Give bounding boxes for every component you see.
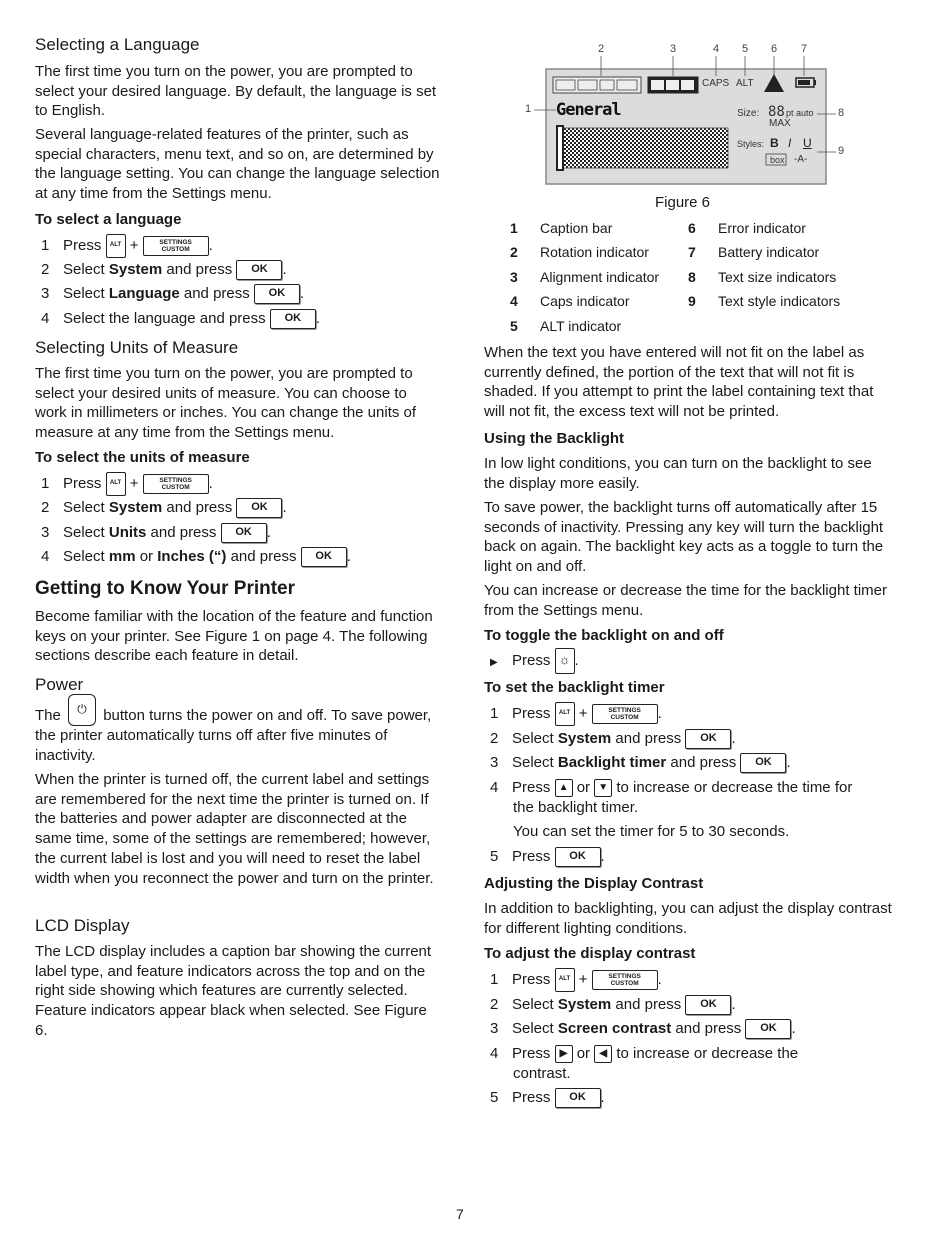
paragraph-contrast: In addition to backlighting, you can adjust the display contrast for different lighting conditions. (484, 900, 892, 937)
heading-selecting-language: Selecting a Language (35, 35, 200, 54)
lcd-caption-bar: General (556, 100, 621, 120)
paragraph-backlight-3: You can increase or decrease the time for the backlight timer from the Settings menu. (484, 582, 887, 619)
lcd-pt-auto: pt auto (786, 108, 814, 118)
heading-getting-to-know: Getting to Know Your Printer (35, 578, 296, 599)
timer-step-2: 2 Select System and press OK . (484, 729, 736, 749)
unit-step-3: 3 Select Units and press OK . (35, 523, 271, 543)
callout-4: 4 (713, 43, 720, 55)
callout-2: 2 (598, 43, 605, 55)
heading-lcd: LCD Display (35, 916, 130, 935)
heading-adjust-contrast: To adjust the display contrast (484, 945, 696, 962)
lang-step-2: 2 Select System and press OK . (35, 260, 287, 280)
ok-key-icon: OK (236, 498, 282, 518)
contrast-step-4-cont: contrast. (513, 1065, 571, 1082)
paragraph-backlight-2: To save power, the backlight turns off automatically after 15 seconds of inactivity. Pressing any key will turn the backlight back on again. The backlight key acts as a toggle to turn the light on and off. (484, 499, 884, 576)
unit-step-4: 4 Select mm or Inches (“) and press OK . (35, 547, 351, 567)
lcd-strike: -A- (794, 154, 808, 165)
lcd-max: MAX (769, 118, 791, 129)
lcd-bold: B (770, 136, 779, 150)
lcd-alt-indicator: ALT (736, 78, 754, 89)
ok-key-icon: OK (685, 995, 731, 1015)
bullet-arrow-icon: ▶ (490, 656, 498, 668)
ok-key-icon: OK (555, 847, 601, 867)
contrast-step-4: 4 Press ▶ or ◀ to increase or decrease the (490, 1045, 799, 1062)
callout-5: 5 (742, 43, 749, 55)
legend-item: 1 Caption bar (510, 220, 613, 236)
legend-item: 3 Alignment indicator (510, 269, 660, 285)
page-number: 7 (456, 1206, 464, 1222)
lcd-caps-indicator: CAPS (702, 78, 730, 89)
ok-key-icon: OK (745, 1019, 791, 1039)
backlight-key-icon: ☼ (555, 648, 575, 674)
ok-key-icon: OK (221, 523, 267, 543)
contrast-step-5: 5 Press OK . (484, 1088, 605, 1108)
callout-9: 9 (838, 145, 845, 157)
contrast-step-2: 2 Select System and press OK . (484, 995, 736, 1015)
heading-set-timer: To set the backlight timer (484, 679, 665, 696)
alt-key-icon: ALT (555, 968, 575, 992)
callout-6: 6 (771, 43, 778, 55)
heading-units: Selecting Units of Measure (35, 338, 239, 357)
timer-step-4-cont: the backlight timer. (513, 799, 639, 816)
settings-custom-key-icon: SETTINGS CUSTOM (592, 704, 658, 724)
ok-key-icon: OK (685, 729, 731, 749)
unit-step-1: 1 Press ALT + SETTINGS CUSTOM . (35, 472, 213, 496)
right-arrow-key-icon: ▶ (555, 1045, 573, 1063)
callout-8: 8 (838, 107, 845, 119)
lcd-italic: I (788, 136, 792, 150)
lcd-box: box (770, 155, 785, 165)
legend-item: 8 Text size indicators (688, 269, 837, 285)
paragraph-power-2: When the printer is turned off, the current label and settings are remembered for the next time the printer is turned on. If the batteries and power adapter are disconnected at the same time, some of the settings are remembered; however, the current label is lost and you will need to reset the label width when you reconnect the power and turn on the printer. (35, 771, 434, 887)
figure-caption: Figure 6 (655, 194, 711, 211)
lcd-size-value: 88 (768, 104, 785, 120)
timer-note: You can set the timer for 5 to 30 seconds. (513, 823, 790, 840)
lcd-size-label: Size: (737, 108, 760, 119)
legend-item: 9 Text style indicators (688, 293, 841, 309)
left-arrow-key-icon: ◀ (594, 1045, 612, 1063)
contrast-step-1: 1 Press ALT + SETTINGS CUSTOM . (484, 968, 662, 992)
paragraph-know: Become familiar with the location of the feature and function keys on your printer. See Figure 1 on page 4. The following sections describe each feature in detail. (35, 608, 433, 665)
ok-key-icon: OK (254, 284, 300, 304)
lang-step-1: 1 Press ALT + SETTINGS CUSTOM . (35, 234, 213, 258)
callout-7: 7 (801, 43, 808, 55)
paragraph-language-1: The first time you turn on the power, you are prompted to select your desired language. By default, the language is set to English. (35, 63, 437, 120)
legend-item: 2 Rotation indicator (510, 244, 649, 260)
contrast-step-3: 3 Select Screen contrast and press OK . (484, 1019, 796, 1039)
settings-custom-key-icon: SETTINGS CUSTOM (592, 970, 658, 990)
paragraph-power-1: The ⏻ button turns the power on and off. To save power, the printer automatically turns off after five minutes of inactivity. (35, 694, 440, 765)
heading-power: Power (35, 675, 84, 694)
timer-step-5: 5 Press OK . (484, 847, 605, 867)
shaded-text-area (558, 128, 728, 168)
down-arrow-key-icon: ▼ (594, 779, 612, 797)
toggle-step: ▶ Press ☼ . (484, 648, 579, 674)
paragraph-units: The first time you turn on the power, you are prompted to select your desired units of measure. You can choose to work in millimeters or inches. You can change the units of measure at any time from the Settings menu. (35, 365, 417, 442)
up-arrow-key-icon: ▲ (555, 779, 573, 797)
heading-display-contrast: Adjusting the Display Contrast (484, 875, 704, 892)
figure-6-lcd-diagram (520, 40, 850, 190)
lang-step-4: 4 Select the language and press OK . (35, 309, 320, 329)
alt-key-icon: ALT (106, 234, 126, 258)
timer-step-1: 1 Press ALT + SETTINGS CUSTOM . (484, 702, 662, 726)
ok-key-icon: OK (555, 1088, 601, 1108)
timer-step-3: 3 Select Backlight timer and press OK . (484, 753, 791, 773)
lcd-styles-label: Styles: (737, 139, 765, 149)
heading-to-select-language: To select a language (35, 211, 182, 228)
legend-item: 6 Error indicator (688, 220, 806, 236)
callout-1: 1 (525, 103, 532, 115)
heading-toggle-backlight: To toggle the backlight on and off (484, 627, 724, 644)
legend-item: 7 Battery indicator (688, 244, 820, 260)
power-key-icon: ⏻ (68, 694, 96, 726)
unit-step-2: 2 Select System and press OK . (35, 498, 287, 518)
ok-key-icon: OK (301, 547, 347, 567)
lcd-underline: U (803, 136, 812, 150)
legend-item: 5 ALT indicator (510, 318, 622, 334)
ok-key-icon: OK (740, 753, 786, 773)
alt-key-icon: ALT (555, 702, 575, 726)
cursor-bar (557, 126, 563, 170)
paragraph-lcd: The LCD display includes a caption bar showing the current label type, and feature indicators across the top and on the right side showing which features are currently selected. Feature indicators appear black when selected. See Figure 6. (35, 943, 432, 1039)
callout-3: 3 (670, 43, 677, 55)
settings-custom-key-icon: SETTINGS CUSTOM (143, 236, 209, 256)
legend-item: 4 Caps indicator (510, 293, 630, 309)
paragraph-backlight-1: In low light conditions, you can turn on the backlight to see the display more easily. (484, 455, 872, 492)
paragraph-language-2: Several language-related features of the printer, such as special characters, menu text, and so on, are determined by the language setting. You can change the language selection at any time from the Settings menu. (35, 126, 440, 203)
alt-key-icon: ALT (106, 472, 126, 496)
heading-to-select-units: To select the units of measure (35, 449, 250, 466)
ok-key-icon: OK (236, 260, 282, 280)
paragraph-text-fit: When the text you have entered will not fit on the label as currently defined, the portion of the text that will not fit is shaded. If you attempt to print the label containing text that will not fit, the excess text will not be printed. (484, 344, 874, 421)
heading-using-backlight: Using the Backlight (484, 430, 625, 447)
settings-custom-key-icon: SETTINGS CUSTOM (143, 474, 209, 494)
lang-step-3: 3 Select Language and press OK . (35, 284, 304, 304)
ok-key-icon: OK (270, 309, 316, 329)
timer-step-4: 4 Press ▲ or ▼ to increase or decrease the time for (490, 779, 853, 796)
